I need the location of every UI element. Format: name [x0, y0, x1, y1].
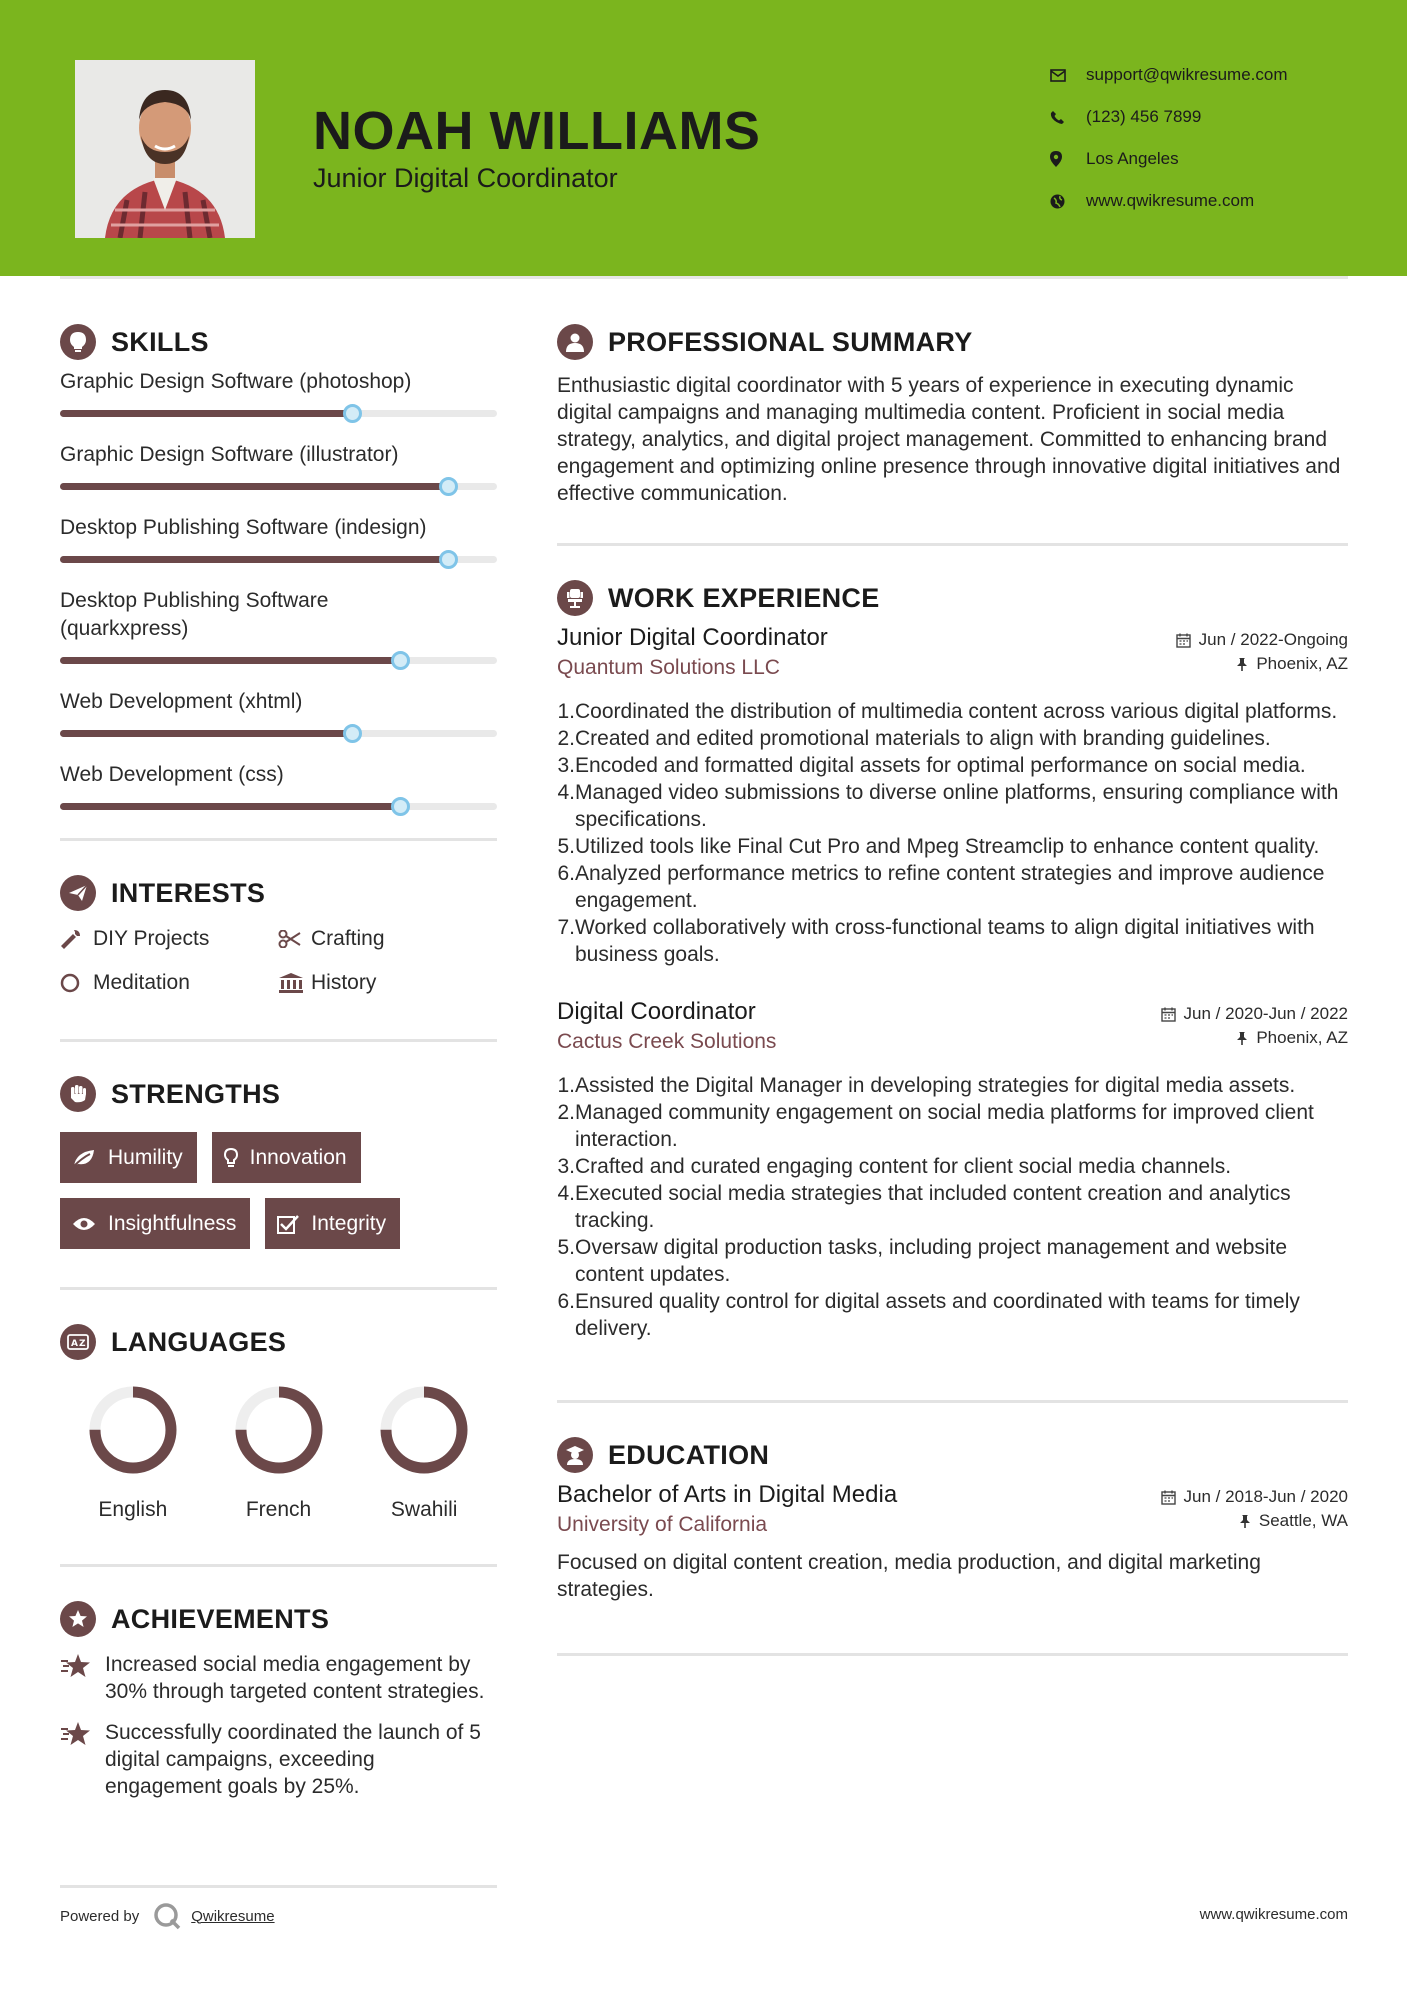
star-badge-icon	[60, 1601, 96, 1637]
interest-label: Meditation	[93, 971, 190, 994]
skill-bar-fill	[60, 556, 449, 563]
language-list	[60, 1382, 497, 1522]
duty-item: 5. Oversaw digital production tasks, including project management and website content updates.	[557, 1236, 1288, 1286]
strength-label: Integrity	[311, 1211, 387, 1235]
scissors-icon	[278, 930, 311, 948]
section-divider	[557, 543, 1348, 546]
skill-name: Web Development (xhtml)	[60, 690, 303, 713]
language-name: French	[245, 1498, 312, 1521]
check-square-icon	[277, 1214, 299, 1234]
skill-name: Web Development (css)	[60, 763, 284, 786]
phone-icon	[1050, 110, 1086, 125]
interest-label: History	[311, 971, 377, 994]
envelope-icon	[1050, 69, 1086, 82]
achievement-item	[60, 1719, 497, 1800]
header-divider	[60, 276, 1348, 279]
duty-item: 5. Utilized tools like Final Cut Pro and Mpeg Streamclip to enhance content quality.	[557, 835, 1320, 858]
language-name: English	[98, 1498, 168, 1521]
strength-tag	[212, 1132, 361, 1183]
skill-bar-knob	[343, 404, 362, 423]
strengths-section	[60, 1072, 497, 1249]
fist-icon	[60, 1076, 96, 1112]
globe-icon	[1050, 194, 1086, 209]
skill-name: Graphic Design Software (photoshop)	[60, 370, 412, 393]
skill-item	[60, 514, 497, 563]
translate-icon	[60, 1324, 96, 1360]
section-divider	[60, 838, 497, 841]
interests-title: INTERESTS	[111, 877, 266, 908]
profile-photo	[75, 60, 255, 238]
skill-bar	[60, 657, 497, 664]
skill-item	[60, 441, 497, 490]
interest-item	[278, 969, 496, 997]
section-divider	[60, 1287, 497, 1290]
skill-bar-knob	[439, 477, 458, 496]
skill-bar-knob	[439, 550, 458, 569]
interest-label: DIY Projects	[93, 927, 210, 950]
job-location	[1236, 1028, 1348, 1048]
skill-bar-knob	[343, 724, 362, 743]
duty-item: 3. Encoded and formatted digital assets for optimal performance on social media.	[557, 754, 1306, 777]
candidate-name: NOAH WILLIAMS	[313, 101, 761, 161]
school-name: University of California	[557, 1513, 768, 1536]
footer-divider	[60, 1885, 497, 1888]
job-header	[557, 622, 1348, 654]
contact-phone-text: (123) 456 7899	[1086, 107, 1202, 126]
duty-list	[557, 698, 1348, 968]
education-header	[557, 1479, 1348, 1511]
contact-location-text: Los Angeles	[1086, 149, 1179, 168]
contact-email[interactable]	[1050, 54, 1288, 96]
duty-item: 4. Executed social media strategies that included content creation and analytics tracking.	[557, 1182, 1291, 1232]
left-column	[60, 320, 497, 1800]
interest-label: Crafting	[311, 927, 385, 950]
job-subheader	[557, 654, 1348, 682]
lightbulb-icon	[224, 1147, 238, 1169]
interest-item	[60, 969, 278, 997]
skill-bar	[60, 556, 497, 563]
qwikresume-link[interactable]: Qwikresume	[191, 1907, 275, 1925]
office-chair-icon	[557, 580, 593, 616]
calendar-icon	[1161, 1490, 1176, 1505]
summary-title: PROFESSIONAL SUMMARY	[608, 326, 973, 357]
language-item	[351, 1382, 497, 1522]
contact-website-text: www.qwikresume.com	[1086, 191, 1255, 210]
education-subheader	[557, 1511, 1348, 1539]
skill-bar	[60, 730, 497, 737]
skill-name: Desktop Publishing Software (indesign)	[60, 516, 427, 539]
summary-text: Enthusiastic digital coordinator with 5 years of experience in executing dynamic digital campaigns and managing multimedia content. Proficient in social media strategy, analytics, and digital project management. Committed to enhancing brand engagement and optimizing online presence through innovative digital initiatives and effective communication.	[557, 374, 1341, 505]
interest-item	[278, 925, 496, 953]
education-description: Focused on digital content creation, media production, and digital marketing strategies.	[557, 1551, 1261, 1601]
skill-item	[60, 761, 497, 810]
graduate-icon	[557, 1437, 593, 1473]
language-ring	[85, 1382, 181, 1478]
job-entry	[557, 622, 1348, 968]
contact-email-text: support@qwikresume.com	[1086, 65, 1288, 84]
achievements-section	[60, 1597, 497, 1800]
job-date-text: Jun / 2020-Jun / 2022	[1183, 1004, 1348, 1023]
star-icon	[60, 1651, 105, 1705]
skill-bar-fill	[60, 657, 401, 664]
company-name: Cactus Creek Solutions	[557, 1030, 777, 1053]
education-date-text: Jun / 2018-Jun / 2020	[1183, 1487, 1348, 1506]
job-location	[1236, 654, 1348, 674]
skill-bar-knob	[391, 651, 410, 670]
education-date	[1161, 1487, 1348, 1507]
svg-text:Z: Z	[79, 1339, 86, 1349]
page-footer	[60, 1896, 1348, 1936]
achievements-heading	[60, 1597, 497, 1641]
wrench-icon	[60, 928, 93, 950]
leaf-icon	[72, 1148, 96, 1168]
duty-item: 6. Analyzed performance metrics to refine content strategies and improve audience engagement.	[557, 862, 1325, 912]
summary-section	[557, 320, 1348, 507]
languages-title: LANGUAGES	[111, 1326, 287, 1357]
right-column	[557, 320, 1348, 1656]
skill-name: Graphic Design Software (illustrator)	[60, 443, 399, 466]
circle-icon	[60, 973, 93, 993]
powered-by-label: Powered by	[60, 1907, 140, 1925]
skill-item	[60, 368, 497, 417]
job-title: Digital Coordinator	[557, 998, 756, 1025]
language-ring	[376, 1382, 472, 1478]
qwikresume-logo-icon	[153, 1902, 181, 1930]
job-date	[1161, 1004, 1348, 1024]
language-name: Swahili	[390, 1498, 458, 1521]
strength-label: Humility	[108, 1145, 183, 1169]
skill-bar	[60, 410, 497, 417]
map-pin-icon	[1050, 151, 1086, 167]
job-entry	[557, 996, 1348, 1342]
duty-item: 2. Created and edited promotional materials to align with branding guidelines.	[557, 727, 1271, 750]
section-divider	[60, 1564, 497, 1567]
duty-item: 1. Assisted the Digital Manager in developing strategies for digital media assets.	[557, 1074, 1296, 1097]
language-ring	[231, 1382, 327, 1478]
language-item	[206, 1382, 352, 1522]
job-date-text: Jun / 2022-Ongoing	[1198, 630, 1348, 649]
achievement-item	[60, 1651, 497, 1705]
duty-item: 3. Crafted and curated engaging content for client social media channels.	[557, 1155, 1232, 1178]
user-icon	[557, 324, 593, 360]
strengths-title: STRENGTHS	[111, 1078, 281, 1109]
strengths-heading	[60, 1072, 497, 1116]
achievement-text: Successfully coordinated the launch of 5 digital campaigns, exceeding engagement goals by 25%.	[105, 1721, 481, 1798]
job-date	[1176, 630, 1348, 650]
education-location	[1239, 1511, 1348, 1531]
education-location-text: Seattle, WA	[1258, 1511, 1348, 1530]
languages-section	[60, 1320, 497, 1522]
skills-section	[60, 320, 497, 810]
skill-bar-fill	[60, 730, 353, 737]
job-header	[557, 996, 1348, 1028]
powered-by	[60, 1902, 275, 1930]
strength-tag	[60, 1132, 197, 1183]
strength-label: Innovation	[249, 1145, 347, 1169]
education-heading	[557, 1433, 1348, 1477]
skill-bar-fill	[60, 410, 353, 417]
achievement-text: Increased social media engagement by 30% through targeted content strategies.	[105, 1653, 485, 1703]
footer-url[interactable]: www.qwikresume.com	[1199, 1906, 1348, 1923]
skill-bar-fill	[60, 803, 401, 810]
contact-phone[interactable]	[1050, 96, 1288, 138]
skill-bar	[60, 483, 497, 490]
skill-name: Desktop Publishing Software (quarkxpress)	[60, 589, 329, 640]
section-divider	[557, 1400, 1348, 1403]
education-section	[557, 1433, 1348, 1603]
achievements-title: ACHIEVEMENTS	[111, 1603, 330, 1634]
skill-bar	[60, 803, 497, 810]
interests-heading	[60, 871, 497, 915]
pin-icon	[1236, 1031, 1248, 1045]
pin-icon	[1236, 657, 1248, 671]
languages-heading	[60, 1320, 497, 1364]
experience-title: WORK EXPERIENCE	[608, 582, 880, 613]
strength-tag	[60, 1198, 250, 1249]
summary-heading	[557, 320, 1348, 364]
section-divider	[60, 1039, 497, 1042]
company-name: Quantum Solutions LLC	[557, 656, 780, 679]
duty-item: 7. Worked collaboratively with cross-functional teams to align digital initiatives with business goals.	[557, 916, 1315, 966]
lightbulb-icon	[60, 324, 96, 360]
interests-list	[60, 925, 497, 997]
eye-icon	[72, 1216, 96, 1232]
job-title: Junior Digital Coordinator	[557, 624, 828, 651]
skill-bar-knob	[391, 797, 410, 816]
paper-plane-icon	[60, 875, 96, 911]
candidate-role: Junior Digital Coordinator	[313, 163, 618, 193]
skill-item	[60, 587, 497, 664]
skills-title: SKILLS	[111, 326, 209, 357]
bank-icon	[278, 972, 311, 994]
job-location-text: Phoenix, AZ	[1256, 654, 1348, 673]
experience-heading	[557, 576, 1348, 620]
duty-item: 1. Coordinated the distribution of multimedia content across various digital platforms.	[557, 700, 1338, 723]
skills-list	[60, 368, 497, 810]
contact-location	[1050, 138, 1288, 180]
calendar-icon	[1176, 633, 1191, 648]
contact-website[interactable]	[1050, 180, 1288, 222]
skill-item	[60, 688, 497, 737]
strength-tag	[265, 1198, 400, 1249]
interests-section	[60, 871, 497, 997]
strength-tags	[60, 1132, 497, 1249]
duty-item: 4. Managed video submissions to diverse online platforms, ensuring compliance with specifications.	[557, 781, 1339, 831]
section-divider	[557, 1653, 1348, 1656]
resume-header	[0, 0, 1407, 276]
calendar-icon	[1161, 1007, 1176, 1022]
strength-label: Insightfulness	[108, 1211, 237, 1235]
experience-section	[557, 576, 1348, 1342]
job-subheader	[557, 1028, 1348, 1056]
education-title: EDUCATION	[608, 1439, 770, 1470]
star-icon	[60, 1719, 105, 1800]
duty-list	[557, 1072, 1348, 1342]
interest-item	[60, 925, 278, 953]
duty-item: 6. Ensured quality control for digital assets and coordinated with teams for timely delivery.	[557, 1290, 1300, 1340]
skill-bar-fill	[60, 483, 449, 490]
duty-item: 2. Managed community engagement on social media platforms for improved client interaction.	[557, 1101, 1314, 1151]
pin-icon	[1239, 1514, 1251, 1528]
job-location-text: Phoenix, AZ	[1256, 1028, 1348, 1047]
skills-heading	[60, 320, 497, 364]
svg-text:A: A	[71, 1339, 78, 1349]
contact-list	[1050, 54, 1288, 222]
language-item	[60, 1382, 206, 1522]
degree-name: Bachelor of Arts in Digital Media	[557, 1481, 898, 1508]
